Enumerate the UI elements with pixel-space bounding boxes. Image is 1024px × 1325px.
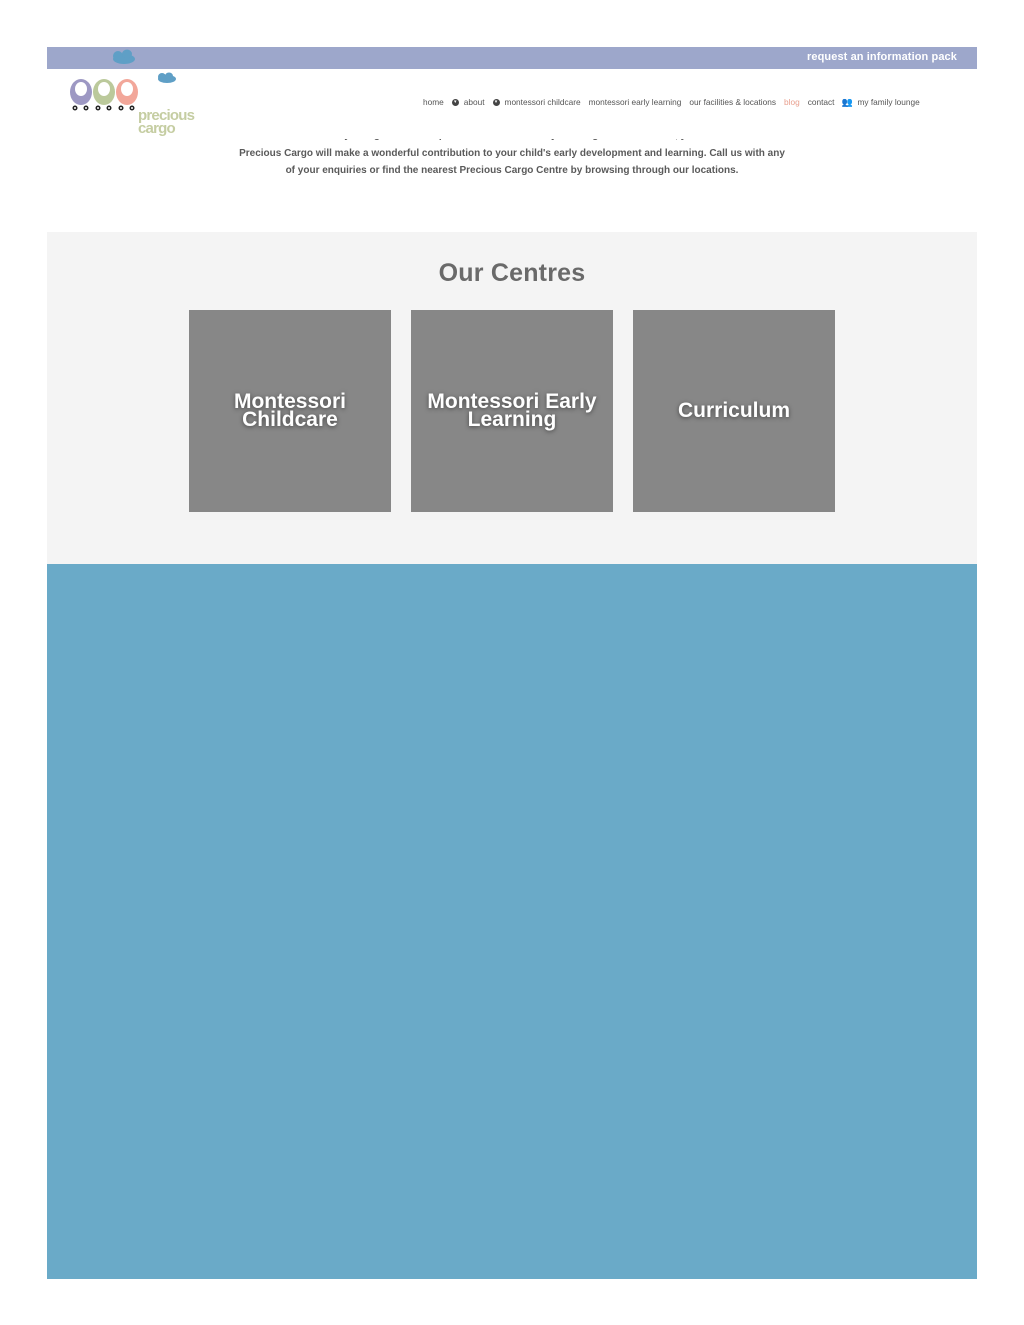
nav-item-family-lounge[interactable] — [842, 97, 919, 107]
nav-item-montessori-early-learning[interactable] — [589, 97, 682, 107]
nav-item-home[interactable] — [423, 97, 444, 107]
chevron-circle-down-icon: ▾ — [452, 99, 459, 106]
nav-item-blog[interactable] — [784, 97, 800, 107]
centre-card-label: Montessori Early Learning — [427, 390, 597, 431]
nav-item-label: about — [463, 97, 485, 107]
centre-card-montessori-childcare[interactable] — [189, 310, 391, 512]
nav-item-montessori-childcare[interactable] — [493, 97, 581, 107]
nav-item-about[interactable] — [452, 97, 485, 107]
centre-card-label: Curriculum — [677, 399, 790, 422]
nav-item-label: home — [423, 97, 444, 107]
nav-item-label: my family lounge — [857, 97, 920, 107]
users-icon: 👥 — [841, 96, 854, 107]
our-centres-section — [47, 232, 977, 564]
page — [47, 47, 977, 1279]
section-title: Our Centres — [438, 259, 586, 287]
nav-item-label: blog — [784, 97, 800, 107]
logo-text-line1: precious — [138, 107, 195, 124]
centre-card-curriculum[interactable] — [633, 310, 835, 512]
request-info-pack-link[interactable]: request an information pack — [806, 51, 957, 63]
centre-card-montessori-early-learning[interactable] — [411, 310, 613, 512]
nav-item-label: our facilities & locations — [689, 97, 777, 107]
centre-card-label: Montessori Childcare — [233, 390, 346, 431]
nav-item-label: contact — [807, 97, 835, 107]
logo-wordmark — [138, 109, 194, 135]
logo-train-graphic — [67, 49, 197, 114]
nav-item-label: montessori early learning — [588, 97, 682, 107]
main-nav — [423, 97, 928, 107]
nav-item-label: montessori childcare — [504, 97, 581, 107]
chevron-circle-down-icon: ▾ — [493, 99, 500, 106]
logo-text-line2: cargo — [138, 120, 175, 137]
site-logo[interactable] — [67, 49, 197, 139]
nav-item-contact[interactable] — [808, 97, 835, 107]
blue-content-section — [47, 564, 977, 1279]
nav-item-facilities-locations[interactable] — [689, 97, 776, 107]
intro-text: Precious Cargo will make a wonderful contribution to your child's early development and learning. Call us with any of your enquiries or find the nearest Precious Cargo Centre by browsing through our locations. — [239, 147, 785, 177]
